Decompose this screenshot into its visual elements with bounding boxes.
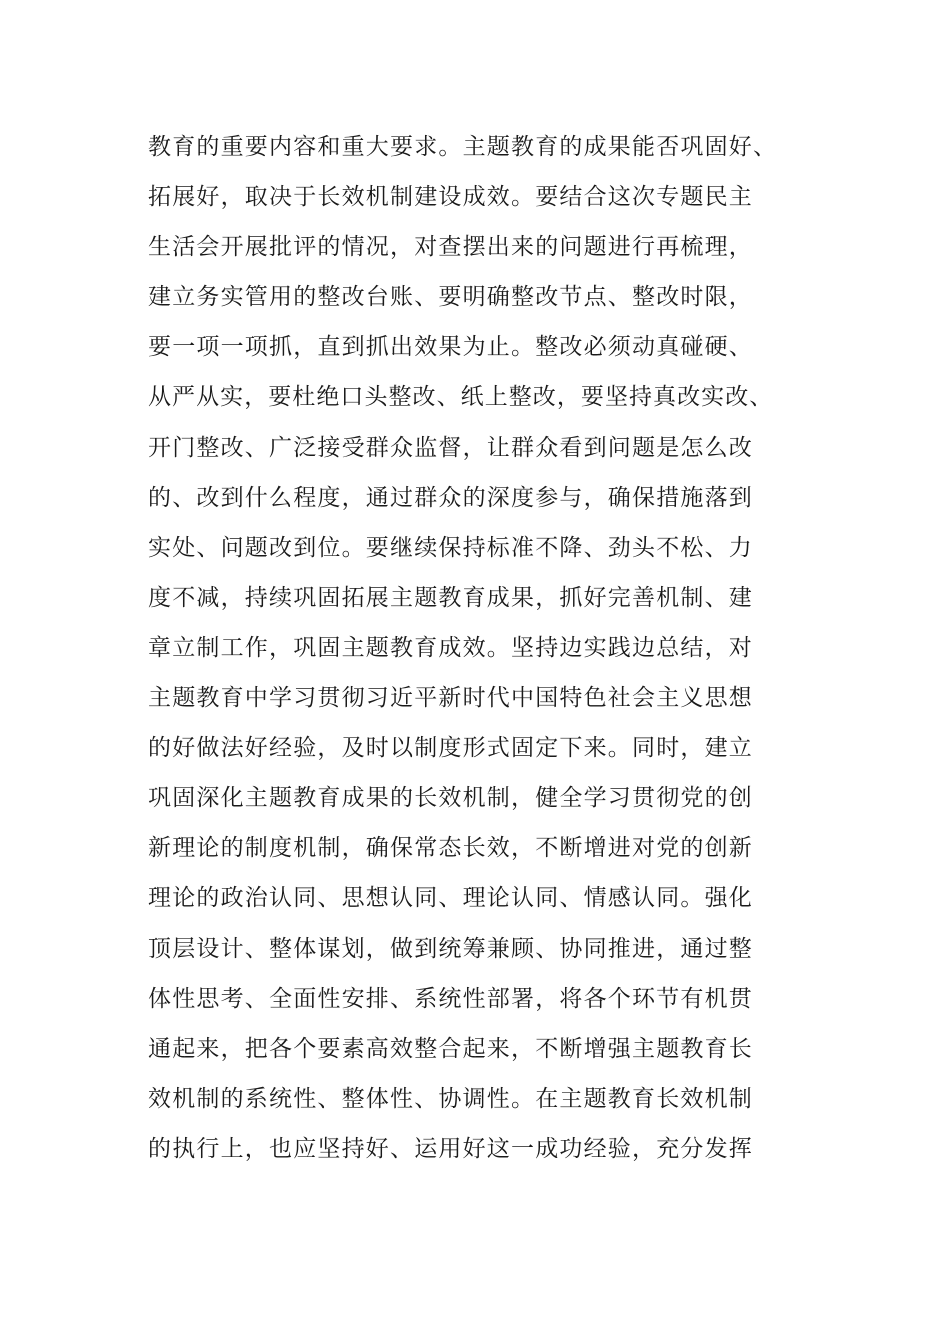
text-line: 主题教育中学习贯彻习近平新时代中国特色社会主义思想 [148, 685, 753, 712]
text-line: 度不减，持续巩固拓展主题教育成果，抓好完善机制、建 [148, 584, 753, 611]
text-line: 生活会开展批评的情况，对查摆出来的问题进行再梳理， [148, 234, 753, 261]
text-line: 体性思考、全面性安排、系统性部署，将各个环节有机贯 [148, 985, 753, 1012]
body-text [148, 122, 808, 1174]
text-line: 通起来，把各个要素高效整合起来，不断增强主题教育长 [148, 1035, 753, 1062]
text-line: 的执行上，也应坚持好、运用好这一成功经验，充分发挥 [148, 1135, 753, 1162]
text-line: 拓展好，取决于长效机制建设成效。要结合这次专题民主 [148, 184, 753, 211]
text-line: 要一项一项抓，直到抓出效果为止。整改必须动真碰硬、 [148, 334, 753, 361]
text-line: 理论的政治认同、思想认同、理论认同、情感认同。强化 [148, 885, 753, 912]
text-line: 实处、问题改到位。要继续保持标准不降、劲头不松、力 [148, 534, 753, 561]
text-line: 开门整改、广泛接受群众监督，让群众看到问题是怎么改 [148, 434, 753, 461]
text-line: 的好做法好经验，及时以制度形式固定下来。同时，建立 [148, 735, 753, 762]
text-line: 的、改到什么程度，通过群众的深度参与，确保措施落到 [148, 484, 753, 511]
text-line: 巩固深化主题教育成果的长效机制，健全学习贯彻党的创 [148, 785, 753, 812]
text-line: 新理论的制度机制，确保常态长效，不断增进对党的创新 [148, 835, 753, 862]
text-line: 顶层设计、整体谋划，做到统筹兼顾、协同推进，通过整 [148, 935, 753, 962]
text-line: 从严从实，要杜绝口头整改、纸上整改，要坚持真改实改、 [148, 384, 774, 411]
text-line: 建立务实管用的整改台账、要明确整改节点、整改时限， [148, 284, 753, 311]
text-line: 教育的重要内容和重大要求。主题教育的成果能否巩固好、 [148, 134, 778, 160]
text-line: 效机制的系统性、整体性、协调性。在主题教育长效机制 [148, 1085, 753, 1112]
text-line: 章立制工作，巩固主题教育成效。坚持边实践边总结，对 [148, 634, 753, 661]
